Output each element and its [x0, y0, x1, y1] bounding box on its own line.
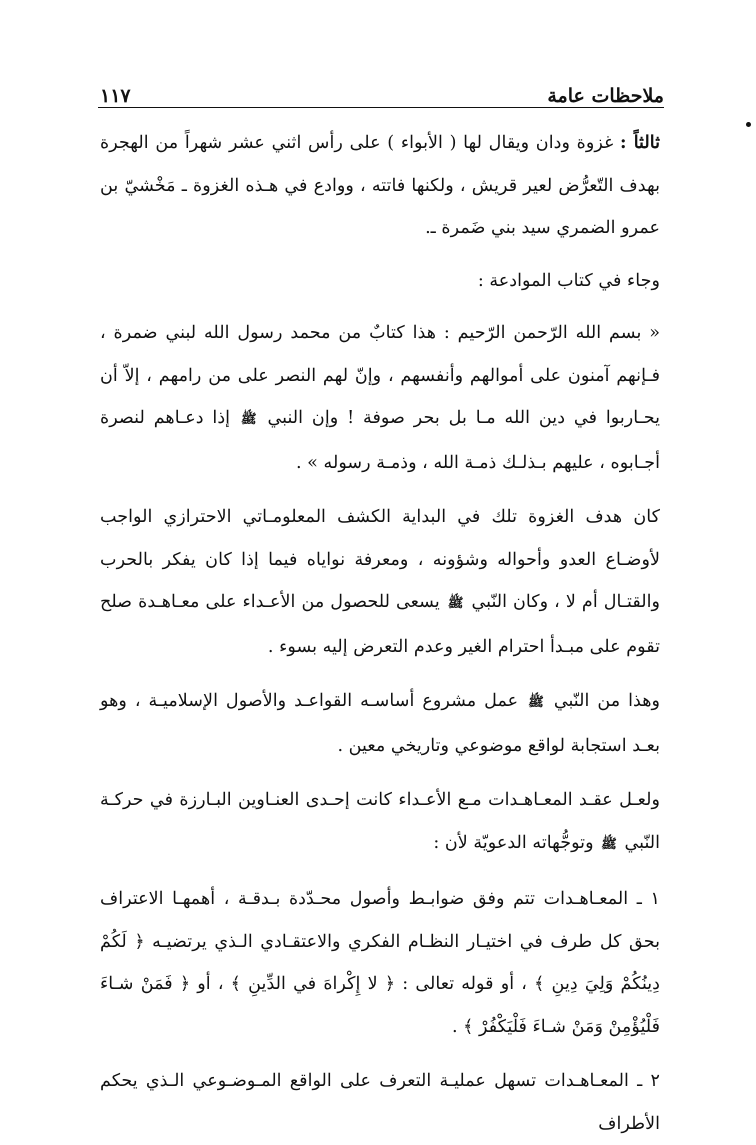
- paragraph-text: إذا دعـاهم لنصرة أجـابوه ، عليهم بـذلـك ذمـة الله ، وذمـة رسوله » .: [100, 408, 660, 473]
- list-item-2: ٢ ـ المعـاهـدات تسهل عمليـة التعرف على الواقع المـوضـوعي الـذي يحكم الأطراف: [100, 1071, 660, 1134]
- page-number: ١١٧: [100, 85, 131, 107]
- paragraph-thirdly: [100, 122, 660, 250]
- salutation-ligature: ﷺ: [601, 836, 617, 852]
- paragraph-text: وهذا من النّبي: [545, 691, 661, 711]
- salutation-ligature: ﷺ: [528, 695, 544, 710]
- chapter-title: ملاحظات عامة: [547, 85, 664, 107]
- paragraph-text: ولعـل عقـد المعـاهـدات مـع الأعـداء كانت إحـدى العنـاوين البـارزة في حركـة النّبي: [100, 790, 660, 853]
- paragraph-text: عمل مشروع أساسـه القواعـد والأصول الإسلاميـة ، وهو بعـد استجابة لواقع موضوعي وتاريخي معين .: [100, 691, 660, 756]
- salutation-ligature: ﷺ: [240, 412, 257, 427]
- paragraph-lead: ثالثاً :: [619, 132, 660, 153]
- header-divider: [98, 107, 664, 108]
- paragraph-text: « بسم الله الرّحمن الرّحيم : هذا كتابٌ من محمد رسول الله لبني ضمرة ، فـإنهم آمنون على أموالهم وأنفسهم ، وإنّ لهم النصر على من رامهم ، إلاّ أن يحـاربوا في دين الله مـا بل بحر صوفة ! وإن النبي: [100, 323, 660, 428]
- running-header: [100, 76, 664, 106]
- salutation-ligature: ﷺ: [447, 596, 464, 611]
- paragraph-text: يسعى للحصول من الأعـداء على معـاهـدة صلح تقوم على مبـدأ احترام الغير وعدم التعرض إليه بسوء .: [100, 592, 660, 657]
- paragraph-raid-purpose: [100, 496, 660, 668]
- paragraph-text: وتوجُّهاته الدعويّة لأن :: [433, 832, 600, 853]
- paragraph-treaty-intro: وجاء في كتاب الموادعة :: [477, 270, 660, 291]
- body-text: [100, 122, 660, 1145]
- paragraph-treaties-headline: [100, 779, 660, 866]
- margin-mark: [746, 122, 751, 127]
- paragraph-text: كان هدف الغزوة تلك في البداية الكشف المعلومـاتي الاحترازي الواجب لأوضـاع العدو وأحواله وشؤونه ، ومعرفة نواياه فيما إذا كان يفكر بالحرب والقتـال أم لا ، وكان النّبي: [100, 507, 660, 612]
- paragraph-legitimate-action: [100, 680, 660, 767]
- list-item-1: ١ ـ المعـاهـدات تتم وفق ضوابـط وأصول محـدّدة بـدقـة ، أهمهـا الاعتراف بحق كل طرف في اختيـار النظـام الفكري والاعتقـادي الـذي يرتضيـه ﴿ لَكُمْ دِينُكُمْ وَلِيَ دِينِ ﴾ ، أو قوله تعالى : ﴿ لا إِكْراهَ في الدِّينِ ﴾ ، أو ﴿ فَمَنْ شـاءَ فَلْيُؤْمِنْ وَمَنْ شـاءَ فَلْيَكْفُرْ ﴾ .: [100, 889, 660, 1037]
- paragraph-treaty-quote: [100, 312, 660, 484]
- paragraph-text: غزوة ودان ويقال لها ( الأبواء ) على رأس اثني عشر شهراً من الهجرة بهدف التّعرُّض لعير قريش ، ولكنها فاتته ، ووادع في هـذه الغزوة ـ مَخْشيّ بن عمرو الضمري سيد بني ضَمرة ـ.: [100, 133, 660, 238]
